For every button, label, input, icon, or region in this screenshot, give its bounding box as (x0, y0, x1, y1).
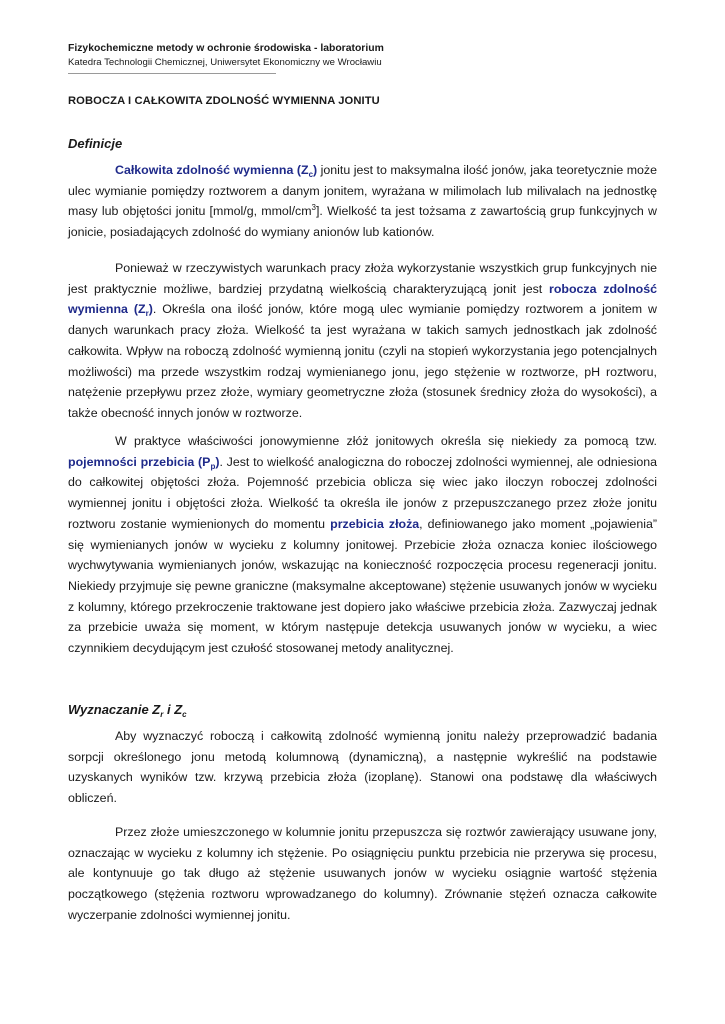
header-course-title: Fizykochemiczne metody w ochronie środowiska - laboratorium (68, 43, 384, 54)
paragraph-determination-method: Aby wyznaczyć roboczą i całkowitą zdolność wymienną jonitu należy przeprowadzić badania sorpcji określonego jonu metodą kolumnową (dynamiczną), a następnie wykreślić na podstawie uzyskanych wyników tzw. krzywą przebicia złoża (izoplanę). Stanowi ona podstawę dla właściwych obliczeń. (68, 729, 657, 806)
section-heading-determination: Wyznaczanie $Z_r$ i $Z_c$ (68, 702, 187, 719)
header-divider (68, 73, 276, 74)
paragraph-total-capacity: Całkowita zdolność wymienna $(Z_c)$ jonitu jest to maksymalna ilość jonów, jaka teoretycznie może ulec wymianie pomiędzy roztworem a danym jonitem, wyrażana w milimolach lub milivalach na jednostkę masy lub objętości jonitu [mmol/g, mmol/$cm^3$]. Wielkość ta jest tożsama z zawartością grup funkcyjnych w jonicie, posiadających zdolność do wymiany anionów lub kationów. (68, 163, 657, 240)
paragraph-procedure: Przez złoże umieszczonego w kolumnie jonitu przepuszcza się roztwór zawierający usuwane jony, oznaczając w wycieku z kolumny ich stężenie. Po osiągnięciu punktu przebicia nie przerywa się procesu, ale kontynuuje go tak długo aż stężenie usuwanych jonów w wycieku osiągnie wartość stężenia początkowego (stężenia roztworu wprowadzanego do kolumny). Zrównanie stężeń oznacza całkowite wyczerpanie zdolności wymiennej jonitu. (68, 825, 657, 922)
page-header (68, 42, 408, 74)
paragraph-breakthrough-capacity: W praktyce właściwości jonowymienne złóż jonitowych określa się niekiedy za pomocą tzw. pojemności przebicia $(P_p)$. Jest to wielkość analogiczna do roboczej zdolności wymiennej, ale odniesiona do całkowitej objętości złoża. Pojemność przebicia oblicza się wiec jako iloczyn roboczej zdolności wymiennej jonitu i objętości złoża. Wielkość ta określa ile jonów z przepuszczanego przez złoże jonitu roztworu zostanie wymienionych do momentu przebicia złoża, definiowanego jako moment „pojawienia” się wymienianych jonów w wycieku z kolumny jonitowej. Przebicie złoża oznacza koniec ilościowego wychwytywania wymienianych jonów, wskazując na konieczność rozpoczęcia procesu regeneracji jonitu. Niekiedy przyjmuje się pewne graniczne (maksymalne akceptowane) stężenie usuwanych jonów w wycieku z kolumny, którego przekroczenie traktowane jest dopiero jako właściwe przebicia złoża. Zazwyczaj jednak za przebicie uważa się moment, w którym następuje detekcja usuwanych jonów w wycieku, a wiec czynnikiem decydującym jest czułość stosowanej metody analitycznej. (68, 434, 658, 656)
document-title: ROBOCZA I CAŁKOWITA ZDOLNOŚĆ WYMIENNA JONITU (68, 95, 380, 107)
term-bed-breakthrough: przebicia złoża (330, 516, 420, 531)
section-heading-definitions: Definicje (68, 136, 123, 151)
header-department: Katedra Technologii Chemicznej, Uniwersytet Ekonomiczny we Wrocławiu (68, 57, 382, 68)
term-breakthrough-capacity: pojemności przebicia $(P_p)$ (68, 454, 220, 471)
term-total-capacity: Całkowita zdolność wymienna $(Z_c)$ (115, 163, 318, 179)
term-working-capacity: robocza zdolność wymienna $(Z_r)$ (68, 281, 657, 319)
paragraph-working-capacity: Ponieważ w rzeczywistych warunkach pracy złoża wykorzystanie wszystkich grup funkcyjnych nie jest praktycznie możliwe, bardziej przydatną wielkością charakteryzującą jonit jest robocza zdolność wymienna $(Z_r)$. Określa ona ilość jonów, które mogą ulec wymianie pomiędzy roztworem a jonitem w danych warunkach pracy złoża. Wielkość ta jest wyrażana w takich samych jednostkach jak zdolność całkowita. Wpływ na roboczą zdolność wymienną jonitu (czyli na stopień wykorzystania jego potencjalnych możliwości) ma przede wszystkim rodzaj wymienianego jonu, jego stężenie w roztworze, pH roztworu, natężenie przepływu przez złoże, wymiary geometryczne złoża (stosunek średnicy złoża do wysokości), a także obecność innych jonów w roztworze. (68, 261, 657, 420)
